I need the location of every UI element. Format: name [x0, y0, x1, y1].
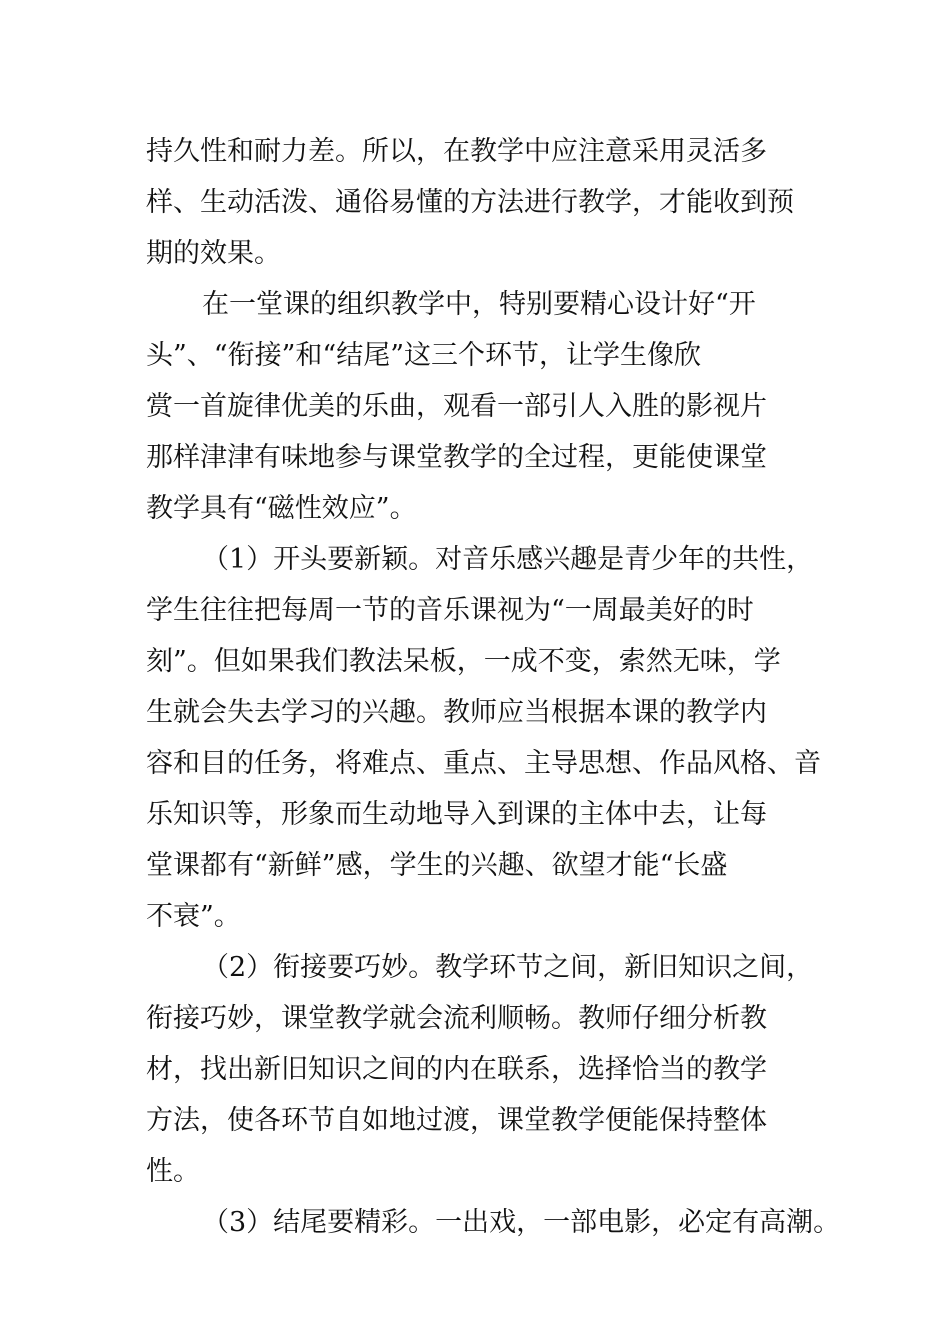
text-line: 性。	[146, 1156, 200, 1187]
paragraph-first-line: （1）开头要新颖。对音乐感兴趣是青少年的共性，	[202, 544, 814, 575]
text-line: 生就会失去学习的兴趣。教师应当根据本课的教学内	[146, 697, 767, 728]
paragraph-first-line: （3）结尾要精彩。一出戏，一部电影，必定有高潮。	[202, 1207, 841, 1238]
text-line: 堂课都有“新鲜”感，学生的兴趣、欲望才能“长盛	[146, 850, 728, 881]
paragraph-first-line: 在一堂课的组织教学中，特别要精心设计好“开	[202, 289, 756, 320]
text-line: 不衰”。	[146, 901, 241, 932]
text-line: 教学具有“磁性效应”。	[146, 493, 417, 524]
text-line: 学生往往把每周一节的音乐课视为“一周最美好的时	[146, 595, 754, 626]
text-line: 期的效果。	[146, 238, 281, 269]
text-line: 刻”。但如果我们教法呆板，一成不变，索然无味，学	[146, 646, 781, 677]
text-line: 样、生动活泼、通俗易懂的方法进行教学，才能收到预	[146, 187, 794, 218]
text-line: 容和目的任务，将难点、重点、主导思想、作品风格、音	[146, 748, 821, 779]
text-line: 赏一首旋律优美的乐曲，观看一部引人入胜的影视片	[146, 391, 767, 422]
paragraph-first-line: （2）衔接要巧妙。教学环节之间，新旧知识之间，	[202, 952, 814, 983]
text-line: 持久性和耐力差。所以，在教学中应注意采用灵活多	[146, 136, 767, 167]
text-line: 衔接巧妙，课堂教学就会流利顺畅。教师仔细分析教	[146, 1003, 767, 1034]
document-body	[146, 126, 841, 1248]
text-line: 头”、“衔接”和“结尾”这三个环节，让学生像欣	[146, 340, 702, 371]
text-line: 那样津津有味地参与课堂教学的全过程，更能使课堂	[146, 442, 767, 473]
text-line: 方法，使各环节自如地过渡，课堂教学便能保持整体	[146, 1105, 767, 1136]
text-line: 材，找出新旧知识之间的内在联系，选择恰当的教学	[146, 1054, 767, 1085]
text-line: 乐知识等，形象而生动地导入到课的主体中去，让每	[146, 799, 767, 830]
